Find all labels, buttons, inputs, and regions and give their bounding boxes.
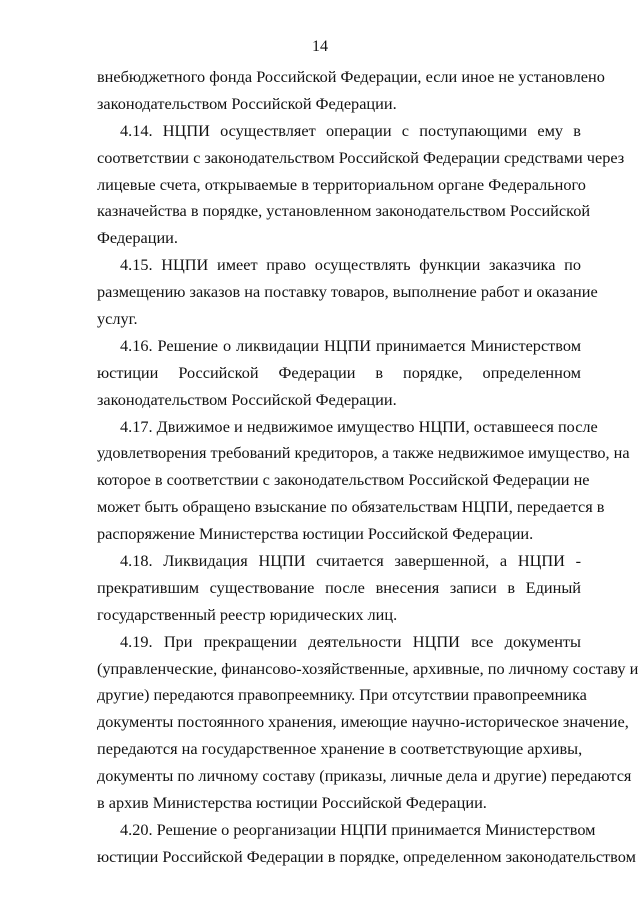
text-line: (управленческие, финансово-хозяйственные, архивные, по личному составу и	[97, 658, 639, 678]
text-line: которое в соответствии с законодательством Российской Федерации не	[97, 470, 590, 490]
text-line: 4.20. Решение о реорганизации НЦПИ принимается Министерством	[120, 819, 596, 839]
text-line: 4.18. Ликвидация НЦПИ считается завершенной, а НЦПИ -	[120, 551, 581, 571]
text-line: другие) передаются правопреемнику. При отсутствии правопреемника	[97, 685, 587, 705]
text-line: удовлетворения требований кредиторов, а также недвижимое имущество, на	[97, 443, 630, 463]
text-line: может быть обращено взыскание по обязательствам НЦПИ, передается в	[97, 497, 605, 517]
text-line: законодательством Российской Федерации.	[97, 389, 397, 409]
text-line: государственный реестр юридических лиц.	[97, 604, 398, 624]
text-line: 4.16. Решение о ликвидации НЦПИ принимается Министерством	[120, 335, 581, 355]
paragraph	[97, 118, 625, 252]
text-line: внебюджетного фонда Российской Федерации, если иное не установлено	[97, 67, 605, 86]
text-line: документы по личному составу (приказы, личные дела и другие) передаются	[97, 766, 632, 786]
paragraph	[97, 414, 630, 548]
text-line: размещению заказов на поставку товаров, выполнение работ и оказание	[97, 282, 598, 302]
text-line: 4.15. НЦПИ имеет право осуществлять функции заказчика по	[120, 255, 581, 275]
text-line: казначейства в порядке, установленном законодательством Российской	[97, 201, 591, 221]
paragraph	[97, 629, 639, 817]
text-line: документы постоянного хранения, имеющие научно-историческое значение,	[97, 712, 629, 732]
text-line: 4.17. Движимое и недвижимое имущество НЦПИ, оставшееся после	[120, 416, 598, 436]
paragraph	[97, 333, 581, 414]
text-line: юстиции Российской Федерации в порядке, определенном	[97, 362, 581, 382]
paragraph	[97, 817, 636, 871]
text-line: законодательством Российской Федерации.	[97, 93, 397, 113]
document-body	[97, 64, 639, 871]
text-line: юстиции Российской Федерации в порядке, определенном законодательством	[97, 846, 636, 866]
text-line: 4.14. НЦПИ осуществляет операции с поступающими ему в	[120, 120, 581, 140]
page-number: 14	[312, 38, 328, 55]
text-line: прекратившим существование после внесения записи в Единый	[97, 577, 581, 597]
text-line: распоряжение Министерства юстиции Российской Федерации.	[97, 524, 534, 544]
text-line: услуг.	[97, 309, 138, 329]
paragraph	[97, 252, 598, 333]
text-line: Федерации.	[97, 228, 178, 248]
text-line: лицевые счета, открываемые в территориальном органе Федерального	[97, 174, 586, 194]
text-line: 4.19. При прекращении деятельности НЦПИ все документы	[120, 631, 581, 651]
text-line: соответствии с законодательством Российской Федерации средствами через	[97, 147, 625, 167]
paragraph	[97, 64, 605, 118]
text-line: передаются на государственное хранение в соответствующие архивы,	[97, 739, 583, 759]
paragraph	[97, 548, 581, 629]
text-line: в архив Министерства юстиции Российской Федерации.	[97, 793, 487, 813]
